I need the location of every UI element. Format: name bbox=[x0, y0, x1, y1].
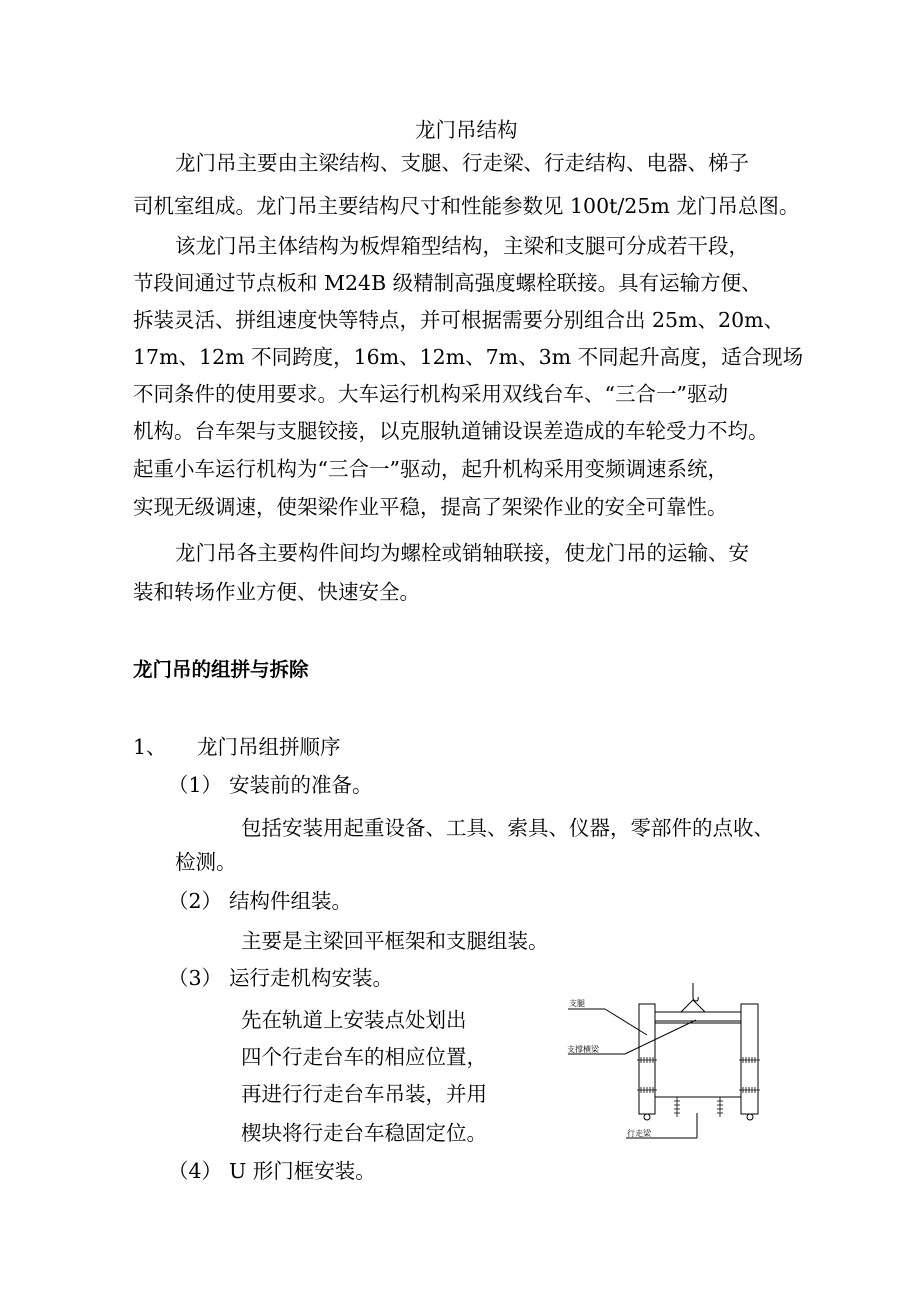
step-number: （1） bbox=[168, 773, 223, 797]
document-title: 龙门吊结构 bbox=[415, 118, 518, 142]
text-line: 拆装灵活、拼组速度快等特点，并可根据需要分别组合出 25m、20m、 bbox=[133, 308, 785, 332]
step-number: （2） bbox=[168, 889, 223, 913]
step-detail: 检测。 bbox=[175, 850, 237, 874]
text-line: 装和转场作业方便、快速安全。 bbox=[133, 580, 420, 604]
step-detail: 再进行行走台车吊装，并用 bbox=[241, 1082, 487, 1106]
text-line: 17m、12m 不同跨度，16m、12m、7m、3m 不同起升高度，适合现场 bbox=[133, 345, 804, 369]
label-leg: 支腿 bbox=[569, 999, 585, 1008]
text-line: 龙门吊主要由主梁结构、支腿、行走梁、行走结构、电器、梯子 bbox=[175, 151, 749, 175]
step-detail: 包括安装用起重设备、工具、索具、仪器，零部件的点收、 bbox=[241, 816, 774, 840]
text-line: 起重小车运行机构为“三合一”驱动，起升机构采用变频调速系统， bbox=[133, 457, 728, 481]
gantry-crane-diagram bbox=[560, 975, 800, 1145]
step-detail: 主要是主梁回平框架和支腿组装。 bbox=[241, 929, 549, 953]
text-line: 机构。台车架与支腿铰接，以克服轨道铺设误差造成的车轮受力不均。 bbox=[133, 419, 769, 443]
label-crossbeam: 支撑横梁 bbox=[567, 1045, 599, 1054]
step-detail: 楔块将行走台车稳固定位。 bbox=[241, 1121, 487, 1145]
step-detail: 先在轨道上安装点处划出 bbox=[241, 1008, 467, 1032]
item-number: 1、 bbox=[133, 735, 167, 759]
section-heading: 龙门吊的组拼与拆除 bbox=[133, 658, 309, 681]
text-line: 龙门吊各主要构件间均为螺栓或销轴联接，使龙门吊的运输、安 bbox=[175, 541, 749, 565]
step-number: （4） bbox=[168, 1159, 223, 1183]
label-walking-beam: 行走梁 bbox=[627, 1129, 651, 1138]
right-leg bbox=[741, 1004, 758, 1114]
text-line: 实现无级调速，使架梁作业平稳，提高了架梁作业的安全可靠性。 bbox=[133, 495, 728, 519]
hook-icon bbox=[681, 983, 705, 1012]
text-line: 节段间通过节点板和 M24B 级精制高强度螺栓联接。具有运输方便、 bbox=[133, 271, 762, 295]
step-title: U 形门框安装。 bbox=[229, 1159, 376, 1183]
text-line: 不同条件的使用要求。大车运行机构采用双线台车、“三合一”驱动 bbox=[133, 382, 728, 406]
step-title: 结构件组装。 bbox=[229, 889, 352, 913]
text-line: 司机室组成。龙门吊主要结构尺寸和性能参数见 100t/25m 龙门吊总图。 bbox=[133, 194, 800, 218]
text-line: 该龙门吊主体结构为板焊箱型结构，主梁和支腿可分成若干段， bbox=[175, 234, 749, 258]
item-title: 龙门吊组拼顺序 bbox=[197, 735, 341, 759]
step-number: （3） bbox=[168, 966, 223, 990]
step-title: 安装前的准备。 bbox=[229, 773, 373, 797]
step-detail: 四个行走台车的相应位置， bbox=[241, 1045, 487, 1069]
step-title: 运行走机构安装。 bbox=[229, 966, 393, 990]
